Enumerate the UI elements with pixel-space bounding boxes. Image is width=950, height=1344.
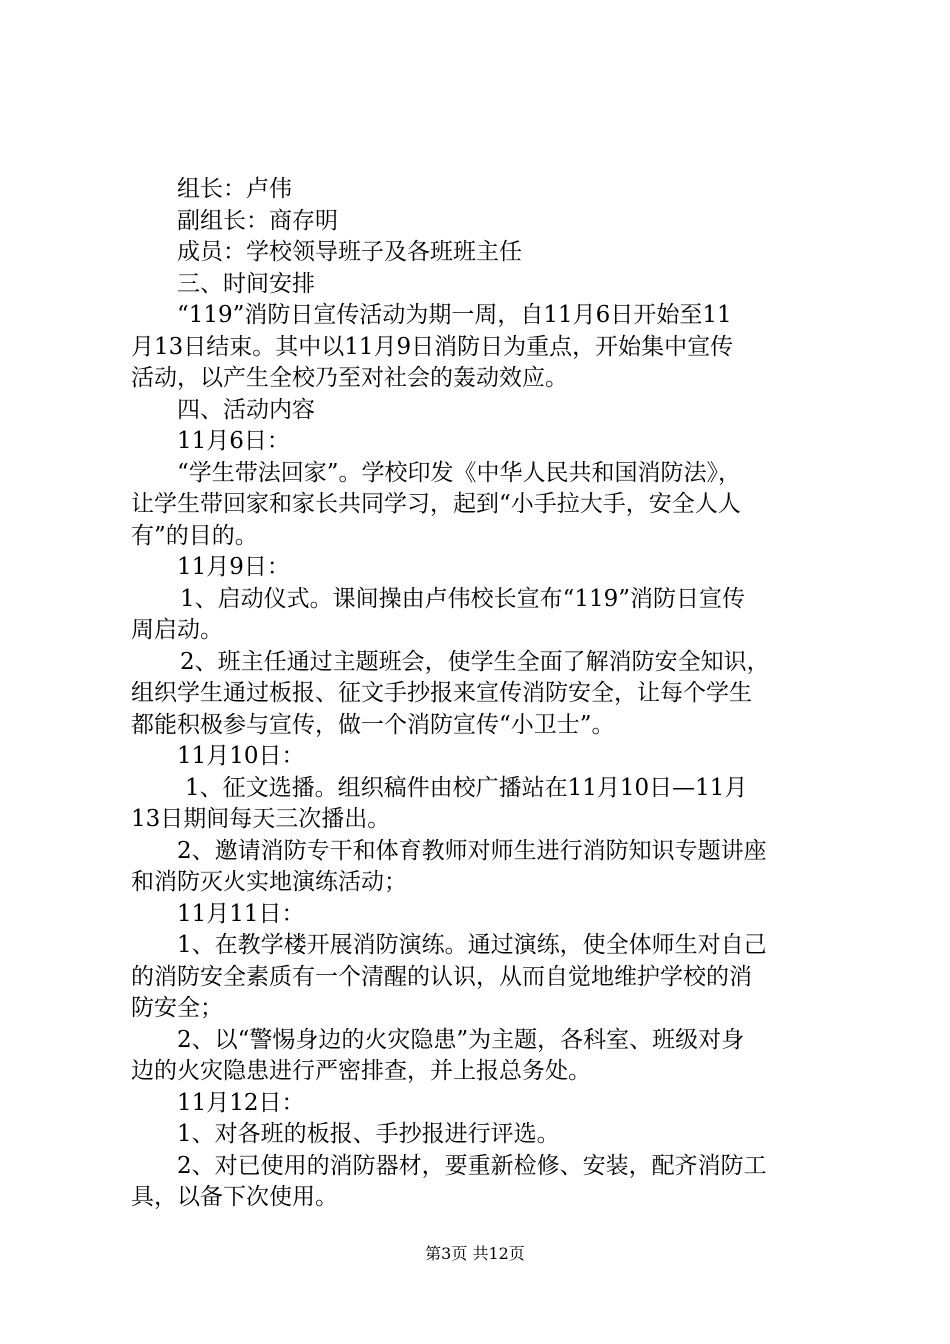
paragraph-line: “学生带法回家”。学校印发《中华人民共和国消防法》，: [177, 459, 742, 486]
paragraph-line: 的消防安全素质有一个清醒的认识，从而自觉地维护学校的消: [131, 963, 752, 990]
paragraph-line: 副组长：商存明: [177, 207, 338, 234]
paragraph-line: 成员：学校领导班子及各班班主任: [177, 239, 522, 265]
paragraph-line: 2、以“警惕身边的火灾隐患”为主题，各科室、班级对身: [177, 1026, 745, 1053]
paragraph-line: 组织学生通过板报、征文手抄报来宣传消防安全，让每个学生: [131, 680, 752, 706]
paragraph-line: 1、启动仪式。课间操由卢伟校长宣布“119”消防日宣传: [180, 585, 746, 612]
paragraph-line: 四、活动内容: [177, 396, 315, 423]
paragraph-line: 三、时间安排: [177, 270, 315, 297]
paragraph-line: 2、对已使用的消防器材，要重新检修、安装，配齐消防工: [177, 1152, 767, 1179]
paragraph-line: 11月11日：: [177, 900, 305, 927]
paragraph-line: 都能积极参与宣传，做一个消防宣传“小卫士”。: [131, 711, 615, 738]
paragraph-line: 2、邀请消防专干和体育教师对师生进行消防知识专题讲座: [177, 837, 767, 864]
paragraph-line: 防安全；: [131, 995, 223, 1021]
paragraph-line: 边的火灾隐患进行严密排查，并上报总务处。: [131, 1058, 591, 1084]
paragraph-line: 13日期间每天三次播出。: [131, 806, 391, 832]
paragraph-line: 周启动。: [131, 617, 223, 643]
paragraph-line: 1、对各班的板报、手抄报进行评选。: [177, 1121, 560, 1147]
paragraph-line: 让学生带回家和家长共同学习，起到“小手拉大手，安全人人: [131, 491, 741, 517]
paragraph-line: 2、班主任通过主题班会，使学生全面了解消防安全知识，: [180, 648, 770, 675]
document-body: [131, 174, 831, 1214]
paragraph-line: 11月10日：: [177, 743, 305, 769]
paragraph-line: 1、在教学楼开展消防演练。通过演练，使全体师生对自己: [177, 932, 767, 958]
paragraph-line: 1、征文选播。组织稿件由校广播站在11月10日—11月: [185, 774, 748, 801]
paragraph-line: 11月6日：: [177, 428, 290, 454]
page-number-footer: 第3页 共12页: [425, 1244, 525, 1263]
paragraph-line: “119”消防日宣传活动为期一周，自11月6日开始至11: [177, 302, 732, 328]
paragraph-line: 具，以备下次使用。: [131, 1184, 338, 1210]
paragraph-line: 有”的目的。: [131, 522, 258, 549]
paragraph-line: 月13日结束。其中以11月9日消防日为重点，开始集中宣传: [131, 333, 734, 360]
paragraph-line: 11月12日：: [177, 1089, 305, 1116]
paragraph-line: 和消防灭火实地演练活动；: [131, 869, 407, 895]
paragraph-line: 活动，以产生全校乃至对社会的轰动效应。: [131, 365, 568, 391]
paragraph-line: 组长：卢伟: [177, 176, 292, 202]
paragraph-line: 11月9日：: [177, 554, 290, 580]
